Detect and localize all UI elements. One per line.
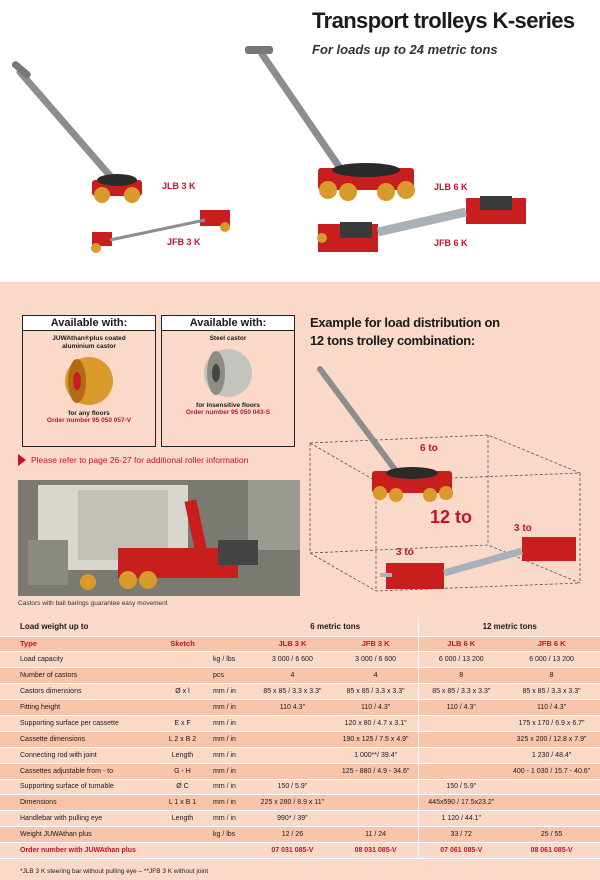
cell-jfb3k: 1 000**/ 39.4" [333, 747, 419, 763]
cell-jfb3k: 85 x 85 / 3.3 x 3.3" [333, 684, 419, 700]
cell-jfb6k: 85 x 85 / 3.3 x 3.3" [503, 684, 600, 700]
page-subtitle: For loads up to 24 metric tons [312, 42, 498, 57]
label-jfb3k: JFB 3 K [167, 237, 201, 247]
row-sketch: Ø C [155, 779, 210, 795]
available-box-juwathan [22, 315, 156, 447]
row-sketch: Length [155, 811, 210, 827]
row-sketch [155, 668, 210, 684]
cell-jlb6k [419, 715, 503, 731]
row-label: Supporting surface of turnable [0, 779, 155, 795]
cell-jfb3k [333, 779, 419, 795]
row-label: Number of castors [0, 668, 155, 684]
order-number-cell: 08 061 085-V [503, 843, 600, 859]
cell-jlb3k: 990* / 39" [252, 811, 333, 827]
cell-jlb6k: 1 120 / 44.1" [419, 811, 503, 827]
cell-jlb3k: 85 x 85 / 3.3 x 3.3" [252, 684, 333, 700]
jfb3k-illustration [91, 210, 230, 253]
order-number-cell: 07 031 085-V [252, 843, 333, 859]
juwathan-castor-icon [61, 354, 117, 408]
table-row [0, 811, 600, 827]
row-unit: mm / in [210, 731, 252, 747]
cell-jlb3k: 4 [252, 668, 333, 684]
table-row [0, 779, 600, 795]
castor-use: for insensitive floors [196, 402, 260, 409]
row-unit: mm / in [210, 715, 252, 731]
cell-jlb3k: 12 / 26 [252, 827, 333, 843]
cell-jlb3k: 225 x 280 / 8.9 x 11" [252, 795, 333, 811]
available-box-steel [161, 315, 295, 447]
table-row [0, 747, 600, 763]
order-row-label: Order number with JUWAthan plus [0, 843, 252, 859]
cell-jfb6k: 110 / 4.3" [503, 700, 600, 716]
cell-jfb3k: 125 - 880 / 4.9 - 34.6" [333, 763, 419, 779]
cell-jlb3k [252, 763, 333, 779]
row-sketch: G - H [155, 763, 210, 779]
arrow-right-icon [18, 454, 26, 466]
load-distribution-diagram [300, 355, 600, 605]
row-sketch: E x F [155, 715, 210, 731]
row-unit: mm / in [210, 700, 252, 716]
table-row [0, 700, 600, 716]
order-number-cell: 08 031 085-V [333, 843, 419, 859]
cell-jfb6k: 400 - 1 030 / 15.7 - 40.6" [503, 763, 600, 779]
castor-desc-line2: aluminium castor [62, 343, 116, 350]
cell-jfb3k: 120 x 80 / 4.7 x 3.1" [333, 715, 419, 731]
cell-jfb3k: 11 / 24 [333, 827, 419, 843]
cell-jfb3k [333, 795, 419, 811]
cell-jlb3k: 150 / 5.9" [252, 779, 333, 795]
table-row [0, 668, 600, 684]
row-sketch [155, 700, 210, 716]
cell-jlb6k [419, 763, 503, 779]
cell-jlb6k: 6 000 / 13 200 [419, 652, 503, 668]
load-label-right: 3 to [514, 523, 532, 534]
order-number-cell: 07 061 085-V [419, 843, 503, 859]
jfb6k-illustration [317, 196, 526, 252]
load-total: 12 to [430, 507, 473, 527]
cell-jfb6k [503, 795, 600, 811]
page-title: Transport trolleys K-series [312, 8, 575, 33]
available-heading: Available with: [162, 316, 294, 331]
jlb3k-illustration [11, 60, 142, 203]
cell-jfb3k [333, 811, 419, 827]
row-unit: mm / in [210, 795, 252, 811]
castor-photo [18, 480, 300, 596]
available-heading: Available with: [23, 316, 155, 331]
castor-use: for any floors [68, 410, 110, 417]
footnote: *JLB 3 K steering bar without pulling eye – **JFB 3 K without joint [20, 868, 209, 875]
row-sketch: Ø x l [155, 684, 210, 700]
row-unit: kg / lbs [210, 652, 252, 668]
row-label: Handlebar with pulling eye [0, 811, 155, 827]
row-label: Cassettes adjustable from - to [0, 763, 155, 779]
table-row [0, 652, 600, 668]
cell-jlb3k: 3 000 / 6 600 [252, 652, 333, 668]
cell-jlb3k: 110 4.3" [252, 700, 333, 716]
row-label: Dimensions [0, 795, 155, 811]
row-sketch: Length [155, 747, 210, 763]
row-label: Connecting rod with joint [0, 747, 155, 763]
row-unit: pcs [210, 668, 252, 684]
cell-jlb6k: 110 / 4.3" [419, 700, 503, 716]
cell-jlb6k [419, 731, 503, 747]
photo-caption: Castors with ball barings guarantee easy movement [18, 600, 168, 607]
row-sketch [155, 652, 210, 668]
castor-desc-line1: Steel castor [209, 335, 247, 342]
load-label-bottom: 3 to [396, 547, 414, 558]
row-label: Cassette dimensions [0, 731, 155, 747]
group-header-12t: 12 metric tons [419, 618, 600, 636]
row-sketch: L 1 x B 1 [155, 795, 210, 811]
cell-jlb3k [252, 731, 333, 747]
label-jlb3k: JLB 3 K [162, 181, 196, 191]
load-label-top: 6 to [420, 443, 438, 454]
table-row [0, 731, 600, 747]
specifications-table [0, 618, 600, 859]
cell-jlb3k [252, 715, 333, 731]
table-row [0, 684, 600, 700]
table-row [0, 763, 600, 779]
cell-jfb6k: 6 000 / 13 200 [503, 652, 600, 668]
machine-on-trolleys-image [18, 480, 300, 596]
label-jlb6k: JLB 6 K [434, 182, 468, 192]
row-unit: mm / in [210, 684, 252, 700]
jlb6k-illustration [245, 46, 415, 201]
row-unit: mm / in [210, 747, 252, 763]
row-label: Load capacity [0, 652, 155, 668]
castor-order-number: Order number 95 050 057-V [46, 417, 132, 424]
cell-jfb6k: 1 230 / 48.4" [503, 747, 600, 763]
example-title: Example for load distribution on 12 tons trolley combination: [310, 315, 500, 348]
row-sketch: L 2 x B 2 [155, 731, 210, 747]
row-label: Fitting height [0, 700, 155, 716]
cell-jfb6k [503, 779, 600, 795]
cell-jfb3k: 190 x 125 / 7.5 x 4.9" [333, 731, 419, 747]
row-unit: mm / in [210, 779, 252, 795]
cell-jlb6k [419, 747, 503, 763]
product-overview [0, 0, 600, 282]
row-sketch [155, 827, 210, 843]
row-unit: mm / in [210, 811, 252, 827]
cell-jlb6k: 8 [419, 668, 503, 684]
table-row [0, 795, 600, 811]
castor-desc-line1: JUWAthan®plus coated [52, 335, 126, 342]
cell-jfb3k: 3 000 / 6 600 [333, 652, 419, 668]
cell-jlb6k: 33 / 72 [419, 827, 503, 843]
cell-jlb6k: 445x590 / 17.5x23.2" [419, 795, 503, 811]
load-weight-header: Load weight up to [0, 618, 252, 636]
table-row [0, 827, 600, 843]
cell-jfb6k: 175 x 170 / 6.9 x 6.7" [503, 715, 600, 731]
cell-jfb6k: 25 / 55 [503, 827, 600, 843]
cell-jlb3k [252, 747, 333, 763]
castor-order-number: Order number 95 050 043-S [185, 409, 271, 416]
label-jfb6k: JFB 6 K [434, 238, 468, 248]
table-row [0, 715, 600, 731]
row-unit: mm / in [210, 763, 252, 779]
order-number-row [0, 843, 600, 859]
cell-jfb3k: 110 / 4.3" [333, 700, 419, 716]
row-label: Supporting surface per cassette [0, 715, 155, 731]
cell-jfb6k: 325 x 200 / 12.8 x 7.9" [503, 731, 600, 747]
cell-jlb6k: 85 x 85 / 3.3 x 3.3" [419, 684, 503, 700]
load-box-illustration [300, 355, 600, 605]
cell-jfb6k [503, 811, 600, 827]
cell-jfb3k: 4 [333, 668, 419, 684]
row-label: Weight JUWAthan plus [0, 827, 155, 843]
table-header-row [0, 618, 600, 636]
cell-jlb6k: 150 / 5.9" [419, 779, 503, 795]
type-row: Type Sketch JLB 3 K JFB 3 K JLB 6 K JFB 6 K [0, 636, 600, 652]
roller-info-note: Please refer to page 26-27 for additional roller information [18, 454, 293, 466]
row-label: Castors dimensions [0, 684, 155, 700]
product-illustrations [0, 0, 600, 282]
group-header-6t: 6 metric tons [252, 618, 419, 636]
steel-castor-icon [200, 346, 256, 400]
cell-jfb6k: 8 [503, 668, 600, 684]
row-unit: kg / lbs [210, 827, 252, 843]
